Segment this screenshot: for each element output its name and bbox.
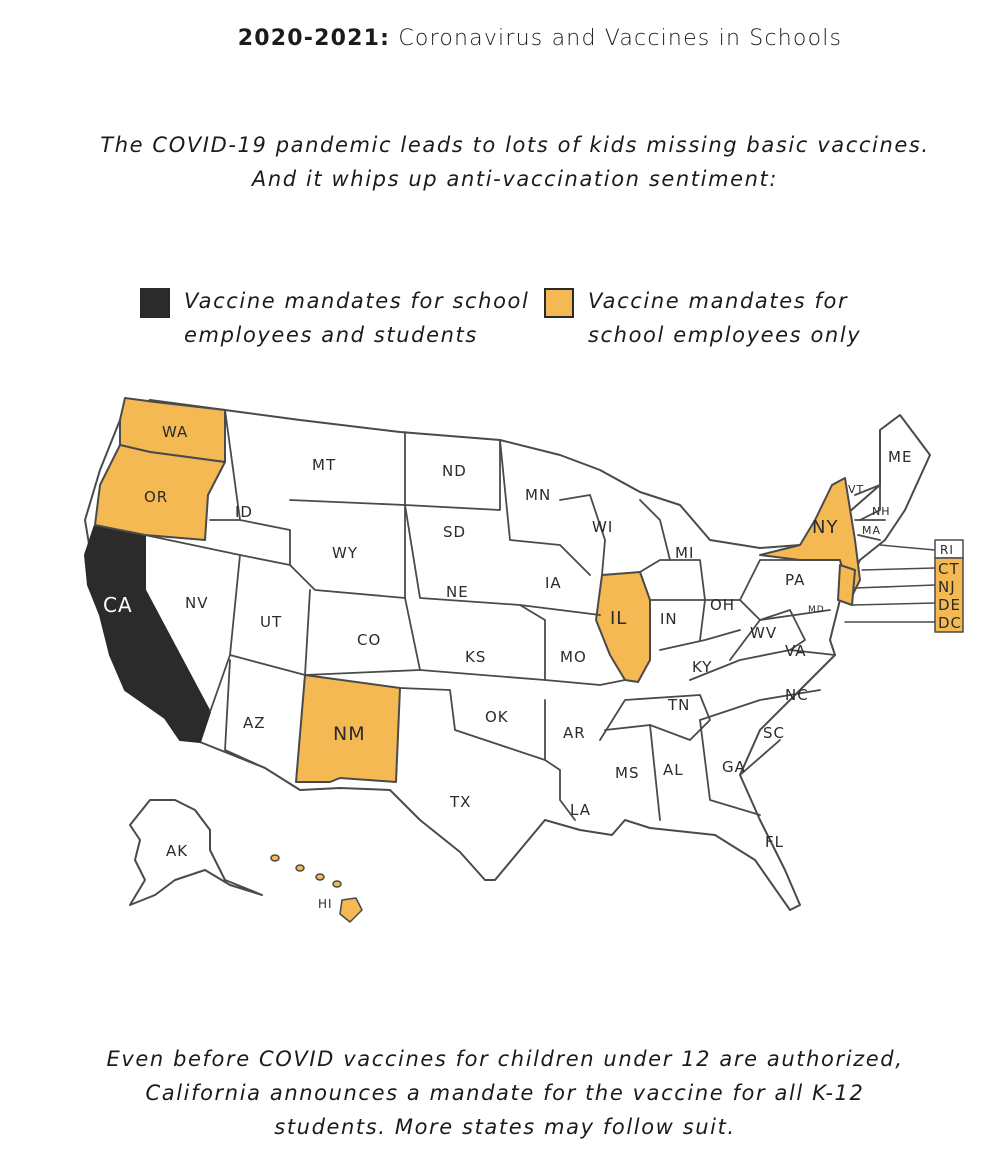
label-az: AZ <box>243 714 266 732</box>
label-tn: TN <box>668 696 691 714</box>
outro-text <box>0 1042 1000 1144</box>
label-ny: NY <box>812 517 839 538</box>
label-ca: CA <box>103 593 133 617</box>
label-md: MD <box>808 605 825 615</box>
label-ok: OK <box>485 708 509 726</box>
legend-swatch-employees <box>544 288 574 318</box>
label-ct: CT <box>938 560 960 578</box>
state-hi <box>271 855 362 922</box>
label-co: CO <box>357 631 382 649</box>
outro-line-2: California announces a mandate for the vaccine for all K-12 <box>145 1081 865 1105</box>
legend-swatch-students <box>140 288 170 318</box>
state-ak <box>130 800 262 905</box>
label-il: IL <box>610 608 628 629</box>
intro-line-2: And it whips up anti-vaccination sentiment: <box>251 167 779 191</box>
label-nd: ND <box>442 462 467 480</box>
outro-line-1: Even before COVID vaccines for children under 12 are authorized, <box>106 1047 904 1071</box>
label-ks: KS <box>465 648 487 666</box>
label-de: DE <box>938 596 962 614</box>
label-mn: MN <box>525 486 552 504</box>
label-sc: SC <box>763 724 785 742</box>
label-ut: UT <box>260 613 283 631</box>
intro-line-1: The COVID-19 pandemic leads to lots of kids missing basic vaccines. <box>100 133 930 157</box>
label-nc: NC <box>785 686 809 704</box>
label-ak: AK <box>166 842 189 860</box>
label-la: LA <box>570 801 591 819</box>
label-me: ME <box>888 448 913 466</box>
label-ma: MA <box>862 524 882 537</box>
label-fl: FL <box>765 833 784 851</box>
label-va: VA <box>785 642 807 660</box>
title-years: 2020-2021: <box>237 26 391 51</box>
state-borders <box>145 410 885 820</box>
label-wy: WY <box>332 544 358 562</box>
label-vt: VT <box>848 483 865 496</box>
label-hi: HI <box>318 897 333 911</box>
legend-students <box>140 284 529 352</box>
title-text: Coronavirus and Vaccines in Schools <box>398 26 843 51</box>
legend-employees <box>544 284 861 352</box>
page-title <box>0 26 1000 51</box>
us-map <box>0 380 1000 940</box>
label-mi: MI <box>675 544 695 562</box>
label-nh: NH <box>872 505 891 518</box>
legend-label-students: Vaccine mandates for school employees and students <box>184 289 530 347</box>
label-nm: NM <box>333 723 366 745</box>
label-sd: SD <box>443 523 467 541</box>
label-mt: MT <box>312 456 337 474</box>
label-wa: WA <box>162 423 189 441</box>
label-ne: NE <box>446 583 469 601</box>
label-pa: PA <box>785 571 806 589</box>
state-ca <box>85 525 210 742</box>
outro-line-3: students. More states may follow suit. <box>274 1115 736 1139</box>
label-ia: IA <box>545 574 562 592</box>
label-dc: DC <box>938 614 963 632</box>
legend-label-employees: Vaccine mandates for school employees only <box>588 289 862 347</box>
label-ar: AR <box>563 724 586 742</box>
label-wi: WI <box>592 518 614 536</box>
label-ms: MS <box>615 764 640 782</box>
label-nj: NJ <box>938 578 956 596</box>
label-ga: GA <box>722 758 746 776</box>
label-mo: MO <box>560 648 587 666</box>
label-ky: KY <box>692 658 713 676</box>
label-in: IN <box>660 610 678 628</box>
label-wv: WV <box>750 624 778 642</box>
label-al: AL <box>663 761 684 779</box>
label-ri: RI <box>940 543 954 557</box>
label-oh: OH <box>710 596 736 614</box>
label-or: OR <box>144 488 169 506</box>
label-tx: TX <box>450 793 472 811</box>
intro-text <box>0 128 1000 196</box>
label-nv: NV <box>185 594 209 612</box>
state-nj <box>838 565 855 605</box>
label-id: ID <box>235 503 253 521</box>
